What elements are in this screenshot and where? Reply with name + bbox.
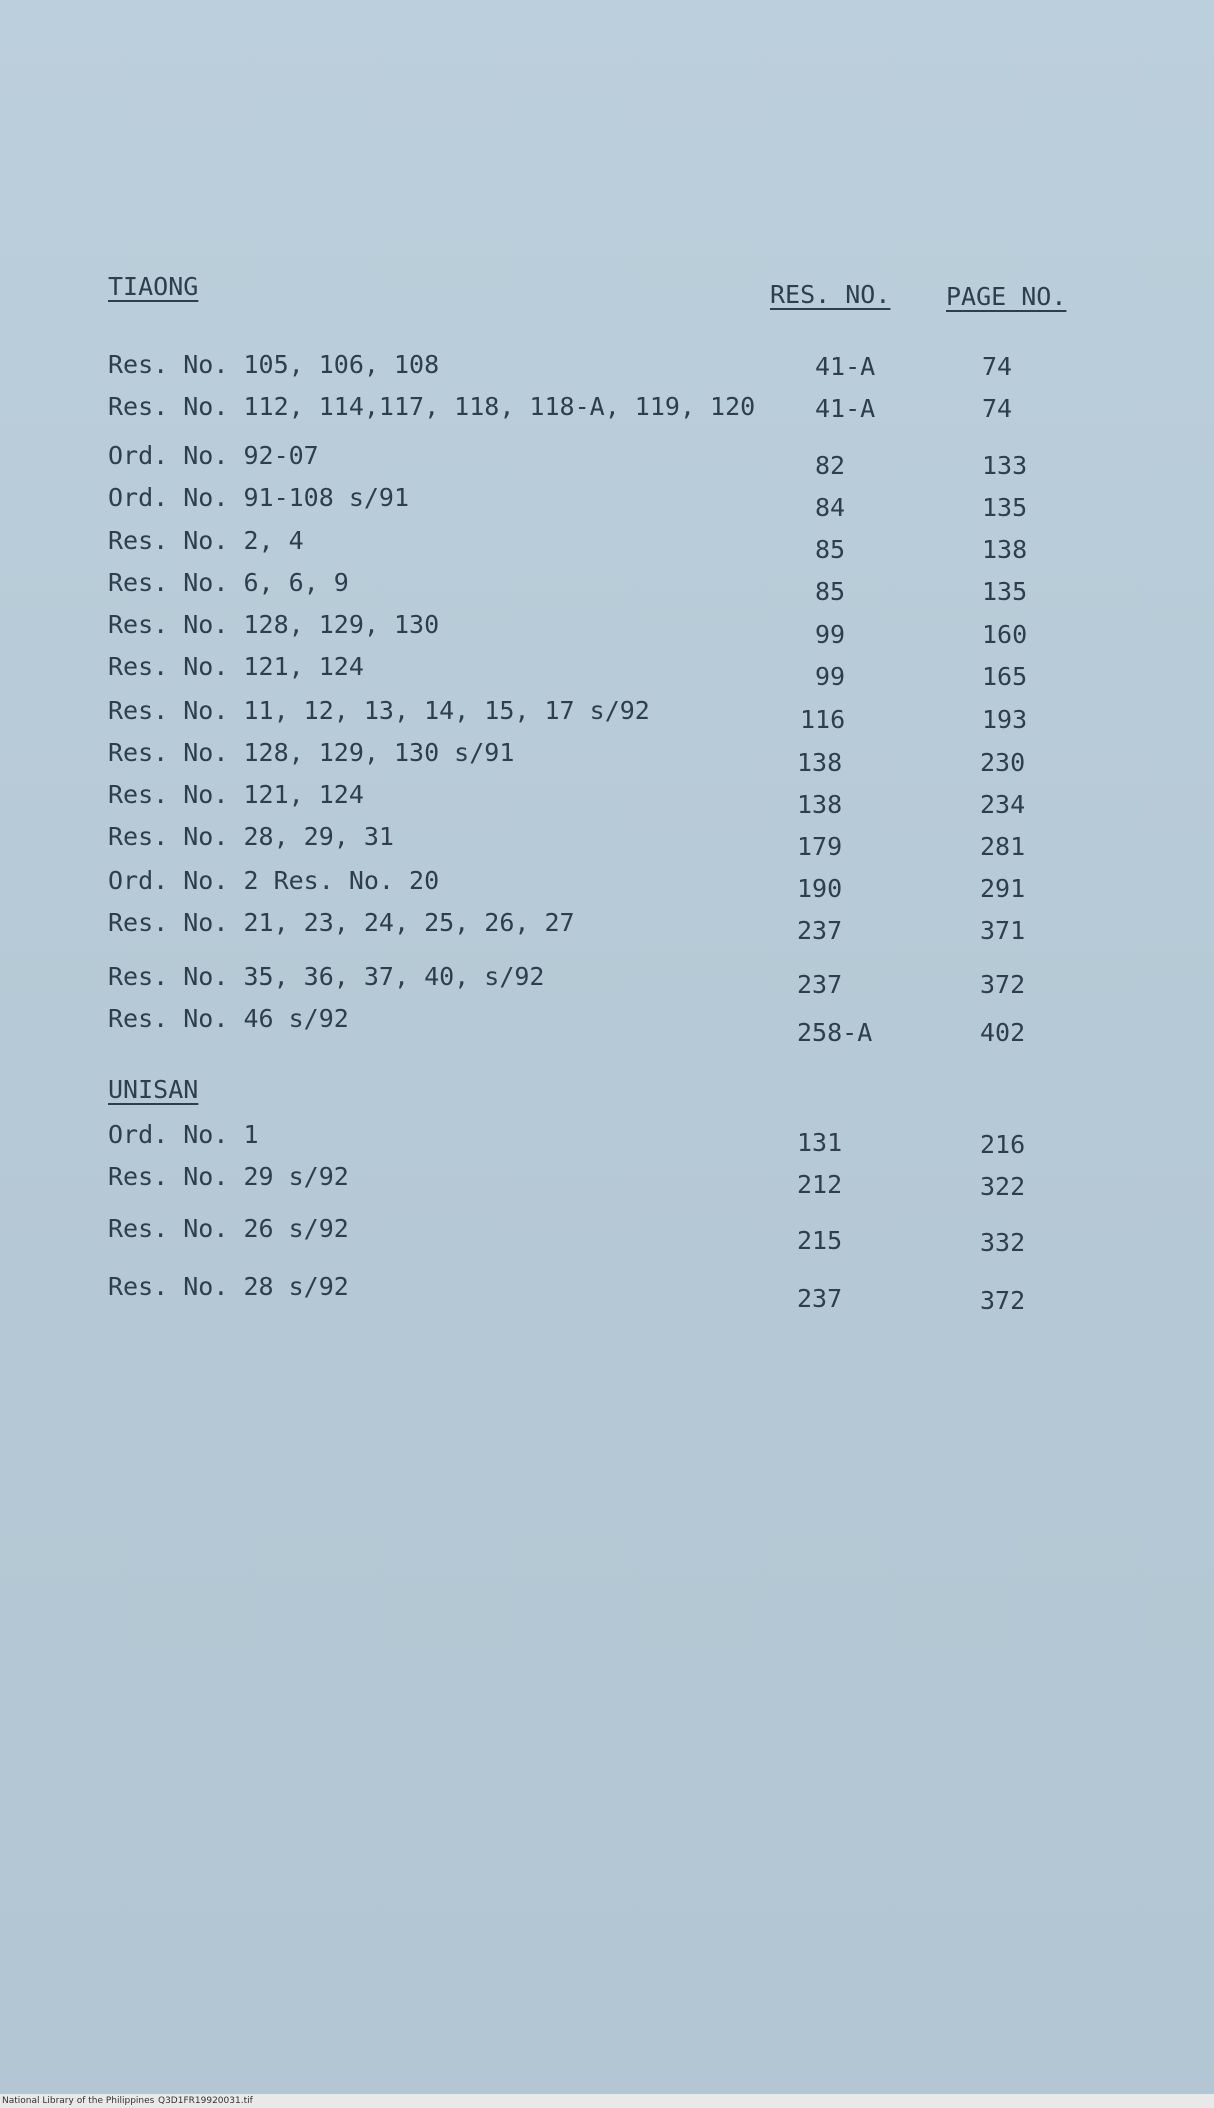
row-label: Res. No. 121, 124: [108, 780, 364, 809]
row-label: Res. No. 46 s/92: [108, 1004, 349, 1033]
row-label: Res. No. 128, 129, 130 s/91: [108, 738, 515, 767]
scan-footer: [0, 2094, 1214, 2108]
res-no-header: RES. NO.: [770, 280, 891, 309]
row-page-no: 322: [980, 1172, 1026, 1201]
row-page-no: 332: [980, 1228, 1026, 1257]
footer-library: National Library of the Philippines: [2, 2096, 155, 2106]
row-res-no: 212: [797, 1170, 843, 1199]
row-res-no: 215: [797, 1226, 843, 1255]
section-title-tiaong: TIAONG: [108, 272, 199, 301]
row-page-no: 138: [982, 535, 1028, 564]
row-res-no: 237: [797, 970, 843, 999]
row-page-no: 371: [980, 916, 1026, 945]
row-page-no: 135: [982, 493, 1028, 522]
row-label: Ord. No. 1: [108, 1120, 259, 1149]
row-res-no: 190: [797, 874, 843, 903]
row-res-no: 85: [815, 535, 846, 564]
row-page-no: 402: [980, 1018, 1026, 1047]
row-label: Res. No. 105, 106, 108: [108, 350, 440, 379]
row-res-no: 41-A: [815, 352, 876, 381]
row-res-no: 99: [815, 662, 846, 691]
row-label: Res. No. 121, 124: [108, 652, 364, 681]
row-page-no: 165: [982, 662, 1028, 691]
row-page-no: 160: [982, 620, 1028, 649]
row-label: Res. No. 28 s/92: [108, 1272, 349, 1301]
row-label: Res. No. 11, 12, 13, 14, 15, 17 s/92: [108, 696, 650, 725]
row-label: Res. No. 112, 114,117, 118, 118-A, 119, 120: [108, 392, 756, 421]
section-title-unisan: UNISAN: [108, 1075, 199, 1104]
row-page-no: 193: [982, 705, 1028, 734]
row-res-no: 99: [815, 620, 846, 649]
row-page-no: 135: [982, 577, 1028, 606]
row-label: Res. No. 2, 4: [108, 526, 304, 555]
row-label: Res. No. 28, 29, 31: [108, 822, 394, 851]
row-page-no: 74: [982, 352, 1013, 381]
row-label: Res. No. 35, 36, 37, 40, s/92: [108, 962, 545, 991]
row-res-no: 82: [815, 451, 846, 480]
row-res-no: 85: [815, 577, 846, 606]
row-label: Res. No. 128, 129, 130: [108, 610, 440, 639]
row-page-no: 230: [980, 748, 1026, 777]
row-res-no: 258-A: [797, 1018, 873, 1047]
row-page-no: 291: [980, 874, 1026, 903]
row-res-no: 138: [797, 748, 843, 777]
row-res-no: 237: [797, 916, 843, 945]
row-page-no: 74: [982, 394, 1013, 423]
row-label: Res. No. 6, 6, 9: [108, 568, 349, 597]
row-label: Ord. No. 2 Res. No. 20: [108, 866, 440, 895]
row-page-no: 281: [980, 832, 1026, 861]
row-res-no: 41-A: [815, 394, 876, 423]
row-page-no: 372: [980, 970, 1026, 999]
row-label: Ord. No. 92-07: [108, 441, 319, 470]
row-res-no: 138: [797, 790, 843, 819]
row-label: Res. No. 29 s/92: [108, 1162, 349, 1191]
row-res-no: 237: [797, 1284, 843, 1313]
row-page-no: 234: [980, 790, 1026, 819]
row-res-no: 179: [797, 832, 843, 861]
row-page-no: 372: [980, 1286, 1026, 1315]
row-res-no: 84: [815, 493, 846, 522]
row-label: Ord. No. 91-108 s/91: [108, 483, 410, 512]
page-no-header: PAGE NO.: [946, 282, 1067, 311]
row-res-no: 116: [800, 705, 846, 734]
row-label: Res. No. 26 s/92: [108, 1214, 349, 1243]
row-label: Res. No. 21, 23, 24, 25, 26, 27: [108, 908, 575, 937]
footer-file: Q3D1FR19920031.tif: [158, 2096, 253, 2106]
row-page-no: 216: [980, 1130, 1026, 1159]
row-res-no: 131: [797, 1128, 843, 1157]
row-page-no: 133: [982, 451, 1028, 480]
